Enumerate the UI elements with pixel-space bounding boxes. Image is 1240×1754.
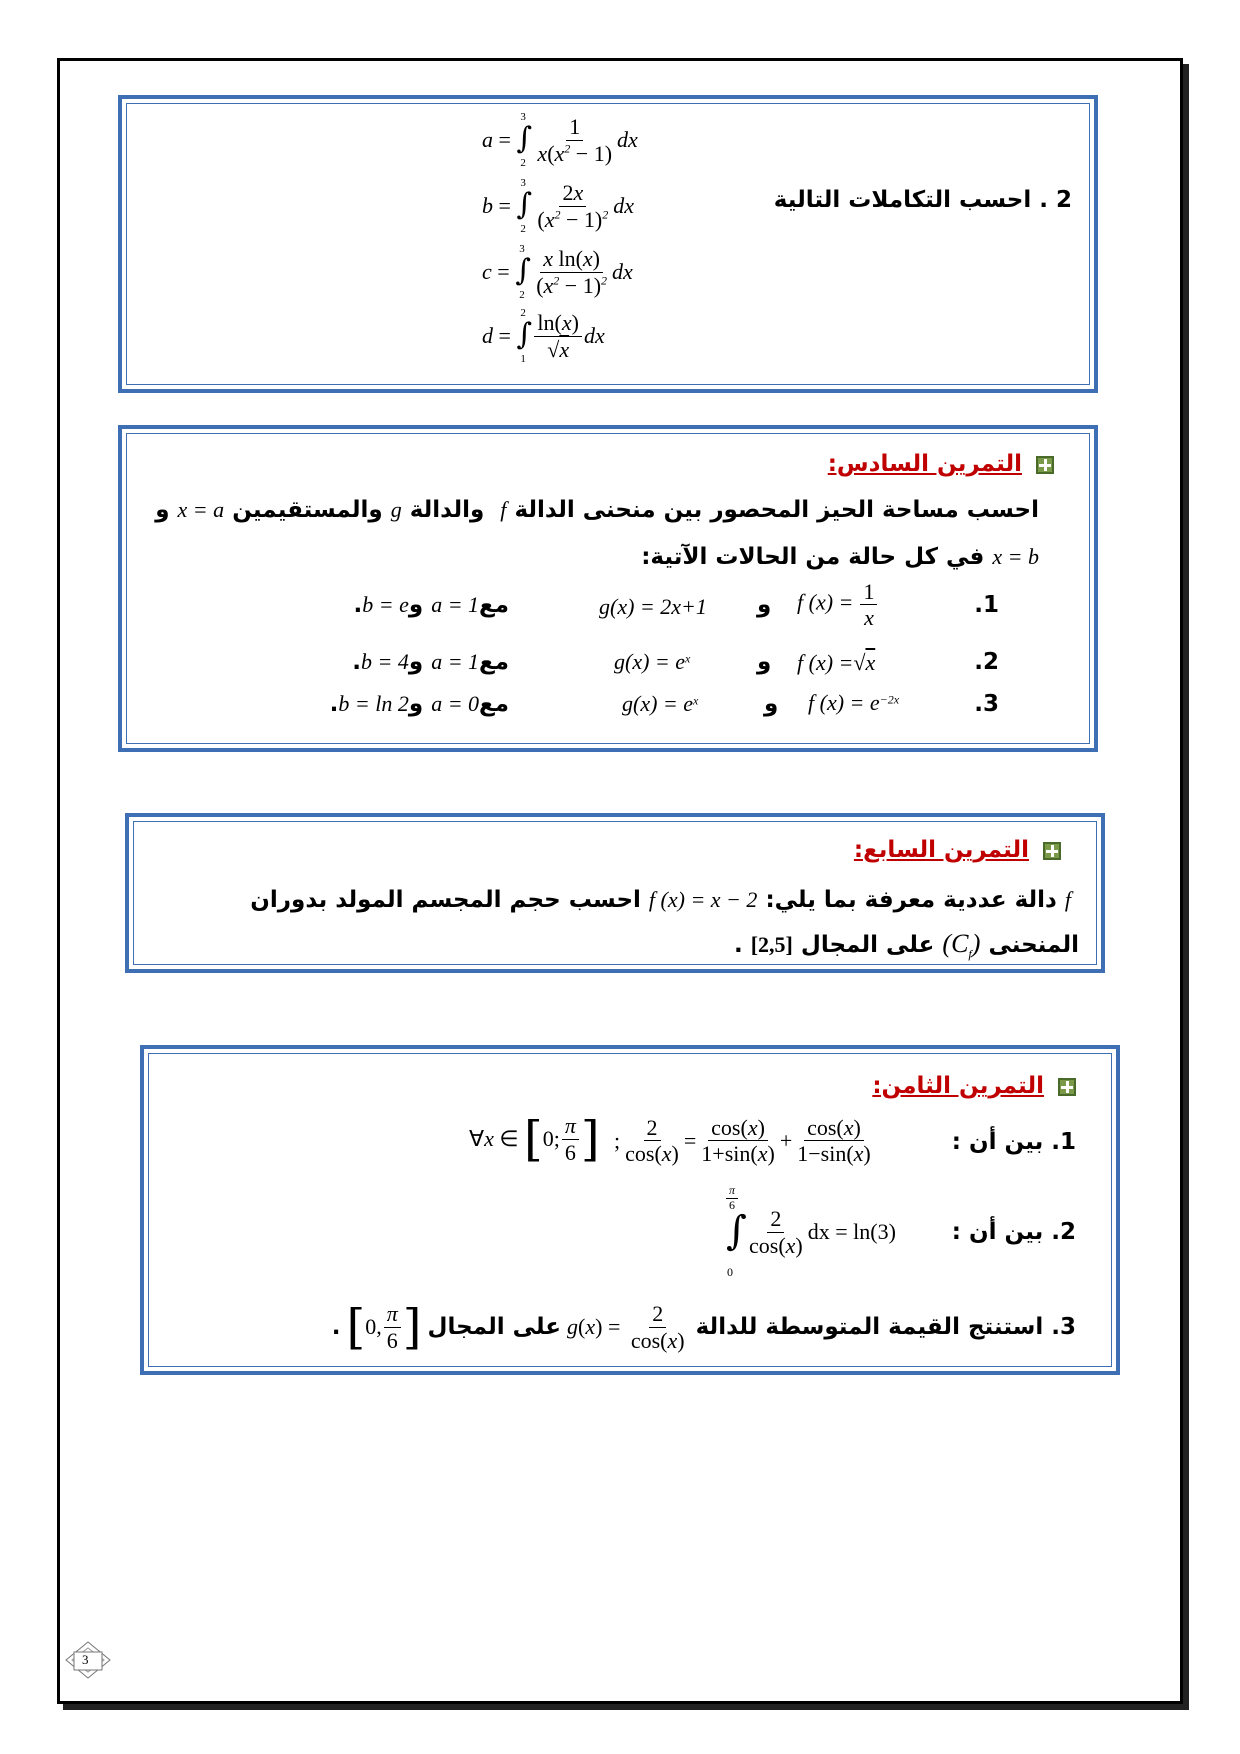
exercise-6-title-row bbox=[828, 451, 1054, 477]
case-1-conditions: معa = 1 وb = e. bbox=[353, 592, 509, 618]
q2-integral: $\frac{\pi}{6}$ ∫ 0 $\frac{2}{\cos(x)}$ dx = ln(3) bbox=[726, 1183, 896, 1279]
case-1-and: و bbox=[757, 592, 772, 618]
q1-domain: ∀ x ∈ [ 0; $\frac{\pi}{6}$ ] bbox=[469, 1111, 600, 1167]
exercise-8-title: التمرين الثامن: bbox=[872, 1073, 1044, 1099]
exercise-7-line2: المنحنى $(C_f)$ على المجال [2,5] . bbox=[733, 929, 1079, 962]
exercise-7-title-row bbox=[854, 837, 1061, 863]
exercise-7-box bbox=[125, 813, 1105, 973]
exercise-6-line2: x = b في كل حالة من الحالات الآتية: bbox=[641, 544, 1039, 570]
case-2-num: 2. bbox=[974, 649, 999, 675]
integrals-box bbox=[118, 95, 1098, 393]
exercise-7-line1: f دالة عددية معرفة بما يلي: f (x) = x − 2 احسب حجم المجسم المولد بدوران bbox=[250, 887, 1071, 913]
case-2-g: $g(x) = e^x$ bbox=[614, 649, 691, 674]
exercise-7-title: التمرين السابع: bbox=[853, 837, 1029, 863]
exercise-6-line1: احسب مساحة الحيز المحصور بين منحنى الدالة f والدالة g والمستقيمين x = a و bbox=[155, 497, 1039, 523]
integral-a: a = 3 ∫ 2 $\frac{1}{x(x^2 - 1)}$ dx bbox=[482, 111, 638, 169]
integral-b: b = 3 ∫ 2 $\frac{2x}{(x^2 - 1)^2}$ dx bbox=[482, 177, 635, 235]
case-2-conditions: معa = 1 وb = 4. bbox=[352, 649, 509, 675]
integral-c: c = 3 ∫ 2 $\frac{\text{x ln(x)}}{(x^2 - 1)^2}$ dx bbox=[482, 243, 633, 301]
case-3-num: 3. bbox=[974, 691, 999, 717]
bullet-icon bbox=[1058, 1078, 1076, 1096]
page-number-badge bbox=[64, 1640, 112, 1680]
bullet-icon bbox=[1036, 456, 1054, 474]
case-3-and: و bbox=[764, 691, 779, 717]
case-1-num: 1. bbox=[974, 592, 999, 618]
bullet-icon bbox=[1043, 842, 1061, 860]
integrals-label: 2 . احسب التكاملات التالية bbox=[773, 187, 1072, 213]
case-3-conditions: معa = 0 وb = ln 2. bbox=[329, 691, 509, 717]
case-3-f: f $(x) = e^{-2x}$ bbox=[808, 690, 900, 715]
case-2-f: f (x) =√x bbox=[797, 650, 876, 675]
q3-row: 3. استنتج القيمة المتوسطة للدالة g ( x ) = $\frac{2}{\cos(x)}$ على المجال [ 0, $\frac{\pi}{6}$ ] . bbox=[331, 1299, 1076, 1355]
exercise-6-box bbox=[118, 425, 1098, 752]
exercise-6-title: التمرين السادس: bbox=[827, 451, 1022, 477]
q1-identity: ; $\frac{2}{\cos(x)}$ = $\frac{\cos(x)}{1+\sin(x)}$ + $\frac{\cos(x)}{1-\sin(x)}$ bbox=[614, 1115, 871, 1167]
page-number: 3 bbox=[82, 1652, 89, 1667]
case-1-f: f (x) = $\frac{1}{x}$ bbox=[797, 579, 879, 631]
exercise-8-title-row bbox=[872, 1073, 1076, 1099]
exercise-8-box bbox=[140, 1045, 1120, 1375]
integral-d: d = 2 ∫ 1 $\frac{\ln(x)}{√x}$ dx bbox=[482, 307, 605, 365]
case-2-and: و bbox=[757, 649, 772, 675]
q1-label: 1. بين أن : bbox=[951, 1129, 1076, 1155]
case-3-g: $g(x) = e^x$ bbox=[622, 691, 699, 716]
case-1-g: g(x) = 2x+1 bbox=[599, 594, 707, 619]
q2-label: 2. بين أن : bbox=[951, 1219, 1076, 1245]
